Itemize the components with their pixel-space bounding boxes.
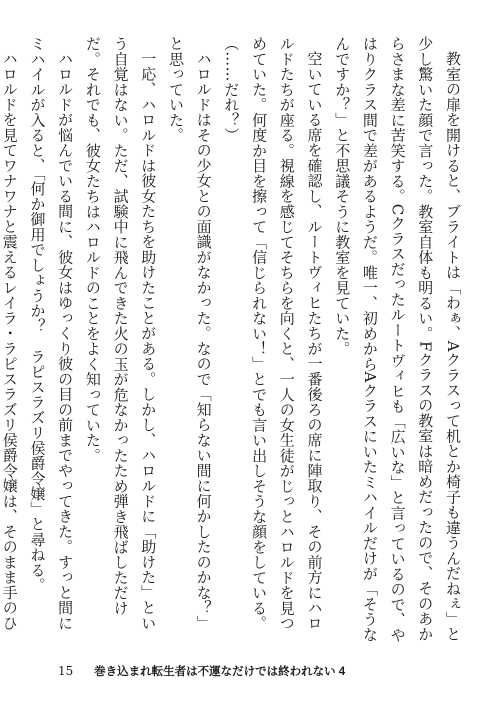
- vertical-text-body: [0, 36, 466, 644]
- paragraph-5: 一応、ハロルドは彼女たちを助けたことがある。しかし、ハロルドに「助けた」という自覚はない。ただ、試験中に飛んできた火の玉が危なかったため弾き飛ばしただけだ。それでも、彼女たちはハロルドのことをよく知っていた。: [83, 36, 158, 631]
- paragraph-2: 空いている席を確認し、ルートヴィヒたちが一番後ろの席に陣取り、その前方にハロルドたちが座る。視線を感じてそちらを向くと、一人の女生徒がじっとハロルドを見つめていた。何度か目を擦って「信じられない！」とでも言い出しそうな顔をしている。: [250, 36, 324, 631]
- paragraph-3-inner-thought: （……だれ？）: [222, 36, 241, 143]
- page-footer: [58, 663, 345, 680]
- paragraph-1: 教室の扉を開けると、ブライトは「わぁ、Aクラスって机とか椅子も違うんだねぇ」と少し驚いた顔で言った。教室自体も明るい。Fクラスの教室は暗めだったので、そのあからさまな差に苦笑する。Cクラスだったルートヴィヒも「広いな」と言っているので、やはりクラス間で差があるようだ。唯一、初めからAクラスにいたミハイルだけが「そうなんですか？」と不思議そうに教室を見ていた。: [333, 36, 462, 643]
- page-number: 15: [58, 664, 74, 678]
- paragraph-6: ハロルドが悩んでいる間に、彼女はゆっくり彼の目の前までやってきた。すっと間にミハイルが入ると、「何か御用でしょうか？ ラピスラズリ侯爵令嬢」と尋ねる。: [28, 36, 75, 631]
- running-title: 巻き込まれ転生者は不運なだけでは終われない 4: [94, 666, 346, 678]
- paragraph-7: ハロルドを見てワナワナと震えるレイラ・ラピスラズリ侯爵令嬢は、そのまま手のひ: [0, 51, 19, 631]
- paragraph-4: ハロルドはその少女との面識がなかった。なので「知らない間に何かしたのかな？」と思っていた。: [166, 36, 213, 631]
